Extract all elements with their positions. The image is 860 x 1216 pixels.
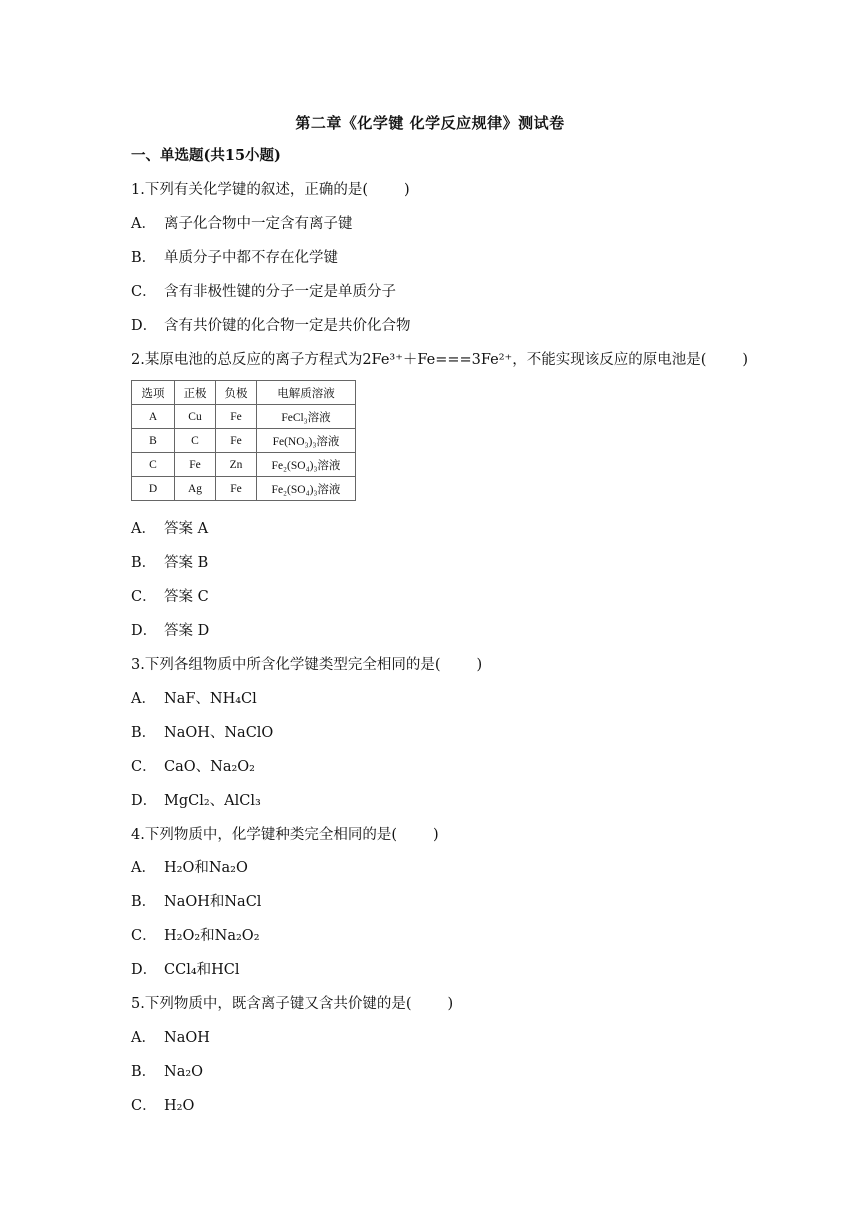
option-letter: C． <box>131 284 157 300</box>
q5-option-b <box>131 1062 203 1082</box>
q5-option-a <box>131 1028 210 1048</box>
table-row <box>132 453 356 477</box>
option-text: 离子化合物中一定含有离子键 <box>164 216 353 232</box>
option-letter: B． <box>131 725 157 741</box>
option-letter: C． <box>131 589 157 605</box>
table-cell: C <box>175 429 216 453</box>
q2-option-b <box>131 553 208 573</box>
option-text: CCl₄和HCl <box>164 962 240 978</box>
table-header-cell: 电解质溶液 <box>257 381 356 405</box>
option-letter: D． <box>131 962 158 978</box>
option-text: NaOH、NaClO <box>164 725 274 741</box>
question-2-stem <box>131 350 748 370</box>
q2-option-c <box>131 587 209 607</box>
option-letter: C． <box>131 1098 157 1114</box>
option-letter: A． <box>131 1030 156 1046</box>
table-cell: Fe <box>216 477 257 501</box>
question-stem-text: 5.下列物质中，既含离子键又含共价键的是( <box>131 996 412 1012</box>
table-header-row <box>132 381 356 405</box>
q5-option-c <box>131 1096 194 1116</box>
q1-option-c <box>131 282 396 302</box>
option-letter: B． <box>131 894 157 910</box>
table-cell: D <box>132 477 175 501</box>
question-stem-text: 3.下列各组物质中所含化学键类型完全相同的是( <box>131 657 441 673</box>
question-3-stem <box>131 655 482 675</box>
option-letter: B． <box>131 1064 157 1080</box>
option-text: CaO、Na₂O₂ <box>164 759 255 775</box>
option-letter: A． <box>131 216 156 232</box>
q1-option-d <box>131 316 411 336</box>
option-letter: A． <box>131 860 156 876</box>
option-letter: C． <box>131 759 157 775</box>
table-cell: Fe₂(SO₄)₃溶液 <box>257 453 356 477</box>
q4-option-c <box>131 926 260 946</box>
q1-option-a <box>131 214 353 234</box>
close-paren: ) <box>476 657 483 673</box>
table-cell: Fe <box>216 429 257 453</box>
option-text: 答案 B <box>164 555 209 571</box>
option-text: 含有共价键的化合物一定是共价化合物 <box>164 318 411 334</box>
option-text: NaOH和NaCl <box>164 894 262 910</box>
battery-options-table <box>131 380 356 501</box>
table-cell: Zn <box>216 453 257 477</box>
page-title: 第二章《化学键 化学反应规律》测试卷 <box>295 114 565 132</box>
table-cell: Fe <box>216 405 257 429</box>
table-row <box>132 429 356 453</box>
table-row <box>132 405 356 429</box>
option-letter: A． <box>131 691 156 707</box>
q3-option-a <box>131 689 257 709</box>
option-letter: C． <box>131 928 157 944</box>
option-text: H₂O <box>164 1098 195 1114</box>
option-letter: D． <box>131 793 158 809</box>
option-text: NaOH <box>164 1030 210 1046</box>
section-heading: 一、单选题(共15小题) <box>131 147 281 164</box>
table-cell: Cu <box>175 405 216 429</box>
option-text: Na₂O <box>164 1064 204 1080</box>
option-text: H₂O和Na₂O <box>164 860 248 876</box>
table-header-cell: 选项 <box>132 381 175 405</box>
option-text: 答案 D <box>164 623 210 639</box>
question-5-stem <box>131 994 453 1014</box>
q2-option-a <box>131 519 208 539</box>
q3-option-b <box>131 723 273 743</box>
option-letter: D． <box>131 623 158 639</box>
table-header-cell: 负极 <box>216 381 257 405</box>
table-header-cell: 正极 <box>175 381 216 405</box>
q4-option-d <box>131 960 240 980</box>
q2-option-d <box>131 621 209 641</box>
table-cell: FeCl₃溶液 <box>257 405 356 429</box>
close-paren: ) <box>447 996 454 1012</box>
table-cell: B <box>132 429 175 453</box>
close-paren: ) <box>742 352 749 368</box>
option-text: 答案 A <box>164 521 209 537</box>
option-text: 单质分子中都不存在化学键 <box>164 250 338 266</box>
option-letter: B． <box>131 555 157 571</box>
option-letter: D． <box>131 318 158 334</box>
table-row <box>132 477 356 501</box>
close-paren: ) <box>404 182 410 198</box>
table-cell: Fe(NO₃)₃溶液 <box>257 429 356 453</box>
option-letter: B． <box>131 250 157 266</box>
q4-option-b <box>131 892 261 912</box>
option-text: 含有非极性键的分子一定是单质分子 <box>164 284 396 300</box>
question-1-stem <box>131 180 410 200</box>
q4-option-a <box>131 858 248 878</box>
option-text: 答案 C <box>164 589 209 605</box>
table-cell: Fe₂(SO₄)₃溶液 <box>257 477 356 501</box>
table-cell: Fe <box>175 453 216 477</box>
question-stem-text: 4.下列物质中，化学键种类完全相同的是( <box>131 827 397 843</box>
q3-option-c <box>131 757 255 777</box>
option-text: MgCl₂、AlCl₃ <box>164 793 261 809</box>
question-stem-text: 1.下列有关化学键的叙述，正确的是( <box>131 182 368 198</box>
table-cell: A <box>132 405 175 429</box>
table-cell: C <box>132 453 175 477</box>
close-paren: ) <box>433 827 439 843</box>
question-stem-text: 2.某原电池的总反应的离子方程式为2Fe³⁺＋Fe===3Fe²⁺，不能实现该反应的原电池是( <box>131 352 707 368</box>
q3-option-d <box>131 791 261 811</box>
option-text: H₂O₂和Na₂O₂ <box>164 928 260 944</box>
q1-option-b <box>131 248 338 268</box>
question-4-stem <box>131 825 439 845</box>
option-letter: A． <box>131 521 156 537</box>
option-text: NaF、NH₄Cl <box>164 691 257 707</box>
table-cell: Ag <box>175 477 216 501</box>
